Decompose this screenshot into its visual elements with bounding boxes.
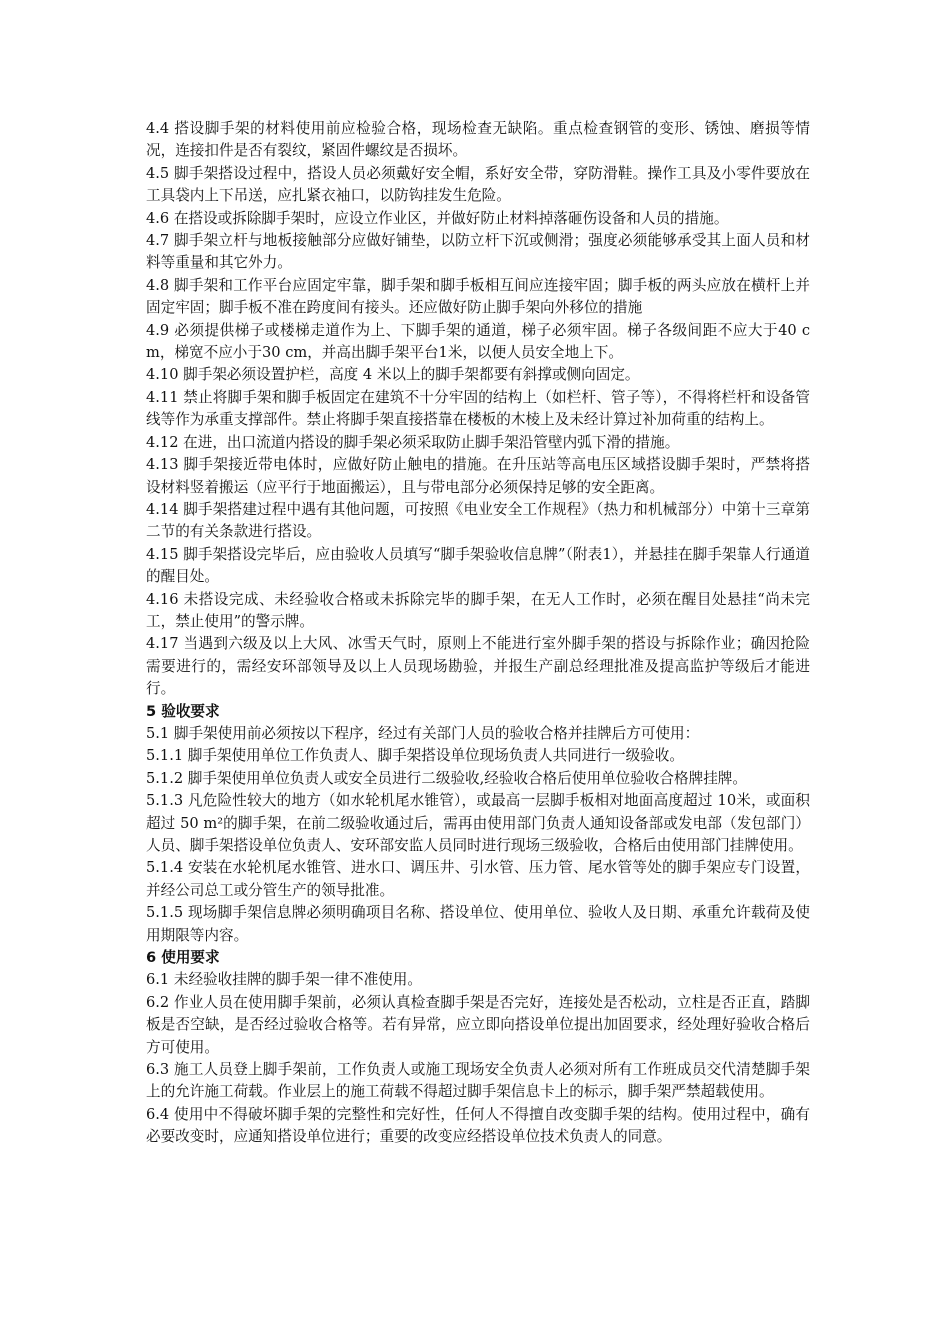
clause-4-9: 4.9 必须提供梯子或楼梯走道作为上、下脚手架的通道，梯子必须牢固。梯子各级间距不应大于40 cm，梯宽不应小于30 cm，并高出脚手架平台1米，以便人员安全地上下。 — [146, 321, 810, 362]
section-heading-6: 6 使用要求 — [146, 949, 220, 967]
document-page — [146, 118, 810, 1149]
clause-4-6: 4.6 在搭设或拆除脚手架时，应设立作业区，并做好防止材料掉落砸伤设备和人员的措施。 — [146, 209, 729, 227]
clause-6-2: 6.2 作业人员在使用脚手架前，必须认真检查脚手架是否完好，连接处是否松动，立柱是否正直，踏脚板是否空缺，是否经过验收合格等。若有异常，应立即向搭设单位提出加固要求，经处理好验收合格后方可使用。 — [146, 993, 810, 1056]
clause-4-5: 4.5 脚手架搭设过程中，搭设人员必须戴好安全帽，系好安全带，穿防滑鞋。操作工具及小零件要放在工具袋内上下吊送，应扎紧衣袖口，以防钩挂发生危险。 — [146, 164, 810, 205]
clause-4-13: 4.13 脚手架接近带电体时，应做好防止触电的措施。在升压站等高电压区域搭设脚手架时，严禁将搭设材料竖着搬运（应平行于地面搬运），且与带电部分必须保持足够的安全距离。 — [146, 456, 810, 496]
clause-4-15: 4.15 脚手架搭设完毕后，应由验收人员填写“脚手架验收信息牌”（附表1），并悬挂在脚手架靠人行通道的醒目处。 — [146, 545, 810, 586]
clause-5-1-1: 5.1.1 脚手架使用单位工作负责人、脚手架搭设单位现场负责人共同进行一级验收。 — [146, 747, 684, 765]
clause-5-1: 5.1 脚手架使用前必须按以下程序，经过有关部门人员的验收合格并挂牌后方可使用： — [146, 724, 700, 742]
clause-5-1-2: 5.1.2 脚手架使用单位负责人或安全员进行二级验收,经验收合格后使用单位验收合格牌挂牌。 — [146, 769, 747, 787]
clause-5-1-4: 5.1.4 安装在水轮机尾水锥管、进水口、调压井、引水管、压力管、尾水管等处的脚手架应专门设置，并经公司总工或分管生产的领导批准。 — [146, 859, 810, 899]
clause-5-1-3: 5.1.3 凡危险性较大的地方（如水轮机尾水锥管），或最高一层脚手板相对地面高度超过 10米，或面积超过 50 m²的脚手架，在前二级验收通过后，需再由使用部门负责人通知设备部或发电部（发包部门）人员、脚手架搭设单位负责人、安环部安监人员同时进行现场三级验收，合格后由使用部门挂牌使用。 — [146, 792, 810, 854]
clause-5-1-5: 5.1.5 现场脚手架信息牌必须明确项目名称、搭设单位、使用单位、验收人及日期、承重允许载荷及使用期限等内容。 — [146, 904, 810, 944]
clause-4-12: 4.12 在进，出口流道内搭设的脚手架必须采取防止脚手架沿管壁内弧下滑的措施。 — [146, 433, 680, 451]
clause-4-8: 4.8 脚手架和工作平台应固定牢靠，脚手架和脚手板相互间应连接牢固；脚手板的两头应放在横杆上并固定牢固；脚手板不准在跨度间有接头。还应做好防止脚手架向外移位的措施 — [146, 276, 810, 317]
section-heading-5: 5 验收要求 — [146, 702, 220, 720]
clause-6-1: 6.1 未经验收挂牌的脚手架一律不准使用。 — [146, 971, 422, 989]
clause-4-14: 4.14 脚手架搭建过程中遇有其他问题，可按照《电业安全工作规程》（热力和机械部分）中第十三章第二节的有关条款进行搭设。 — [146, 500, 810, 541]
clause-4-11: 4.11 禁止将脚手架和脚手板固定在建筑不十分牢固的结构上（如栏杆、管子等），不得将栏杆和设备管线等作为承重支撑部件。禁止将脚手架直接搭靠在楼板的木棱上及未经计算过补加荷重的结构上。 — [146, 388, 810, 429]
clause-6-3: 6.3 施工人员登上脚手架前，工作负责人或施工现场安全负责人必须对所有工作班成员交代清楚脚手架上的允许施工荷载。作业层上的施工荷载不得超过脚手架信息卡上的标示，脚手架严禁超载使用。 — [146, 1061, 810, 1101]
clause-4-7: 4.7 脚手架立杆与地板接触部分应做好铺垫，以防立杆下沉或侧滑；强度必须能够承受其上面人员和材料等重量和其它外力。 — [146, 232, 810, 272]
clause-4-10: 4.10 脚手架必须设置护栏，高度 4 米以上的脚手架都要有斜撑或侧向固定。 — [146, 366, 640, 384]
clause-4-4: 4.4 搭设脚手架的材料使用前应检验合格，现场检查无缺陷。重点检查钢管的变形、锈蚀、磨损等情况，连接扣件是否有裂纹，紧固件螺纹是否损坏。 — [146, 120, 810, 160]
clause-6-4: 6.4 使用中不得破坏脚手架的完整性和完好性，任何人不得擅自改变脚手架的结构。使用过程中，确有必要改变时，应通知搭设单位进行；重要的改变应经搭设单位技术负责人的同意。 — [146, 1105, 810, 1146]
clause-4-17: 4.17 当遇到六级及以上大风、冰雪天气时，原则上不能进行室外脚手架的搭设与拆除作业；确因抢险需要进行的，需经安环部领导及以上人员现场勘验，并报生产副总经理批准及提高监护等级后才能进行。 — [146, 635, 810, 698]
clause-4-16: 4.16 未搭设完成、未经验收合格或未拆除完毕的脚手架，在无人工作时，必须在醒目处悬挂“尚未完工，禁止使用”的警示牌。 — [146, 590, 810, 630]
